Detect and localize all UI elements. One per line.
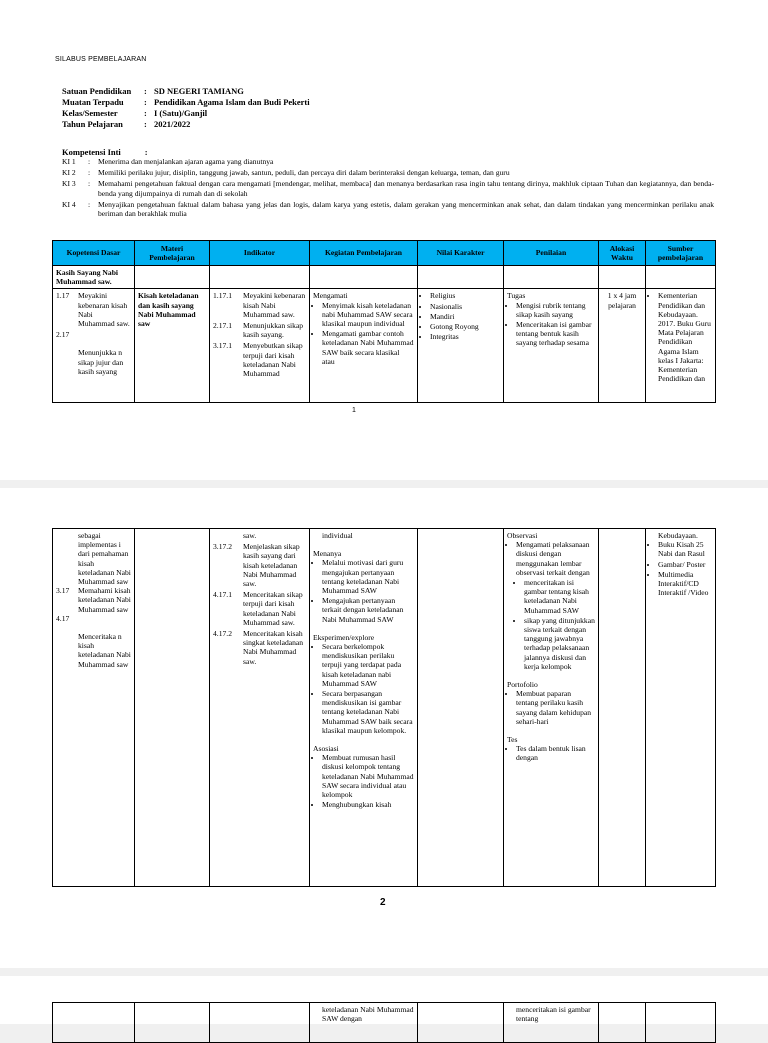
list-item: • Mengamati gambar contoh keteladanan Nabi Muhammad SAW baik secara klasikal atau bbox=[322, 329, 414, 366]
info-row: Kelas/Semester : I (Satu)/Ganjil bbox=[62, 108, 208, 118]
sumber-cell: Kebudayaan. • Buku Kisah 25 Nabi dan Rasul • Gambar/ Poster • Multimedia Interaktif/CD Interaktif /Video bbox=[646, 529, 716, 887]
list-item: • Melalui motivasi dari guru mengajukan pertanyaan tentang keteladanan Nabi Muhammad SAW bbox=[322, 558, 414, 595]
header-cell: Alokasi Waktu bbox=[599, 241, 646, 266]
info-row: Tahun Pelajaran : 2021/2022 bbox=[62, 119, 191, 129]
penilaian-cell: menceritakan isi gambar tentang bbox=[504, 1003, 599, 1043]
syllabus-table bbox=[52, 1002, 716, 1043]
kegiatan-cell: Mengamati • Menyimak kisah keteladanan nabi Muhammad SAW secara klasikal maupun individual • Mengamati gambar contoh keteladanan Nabi Muhammad SAW baik secara klasikal atau bbox=[310, 289, 418, 403]
info-block bbox=[62, 86, 310, 130]
list-item: • Religius bbox=[430, 291, 500, 300]
header-cell: Kegiatan Pembelajaran bbox=[310, 241, 418, 266]
list-item: • Nasionalis bbox=[430, 302, 500, 311]
materi-cell bbox=[135, 529, 210, 887]
kegiatan-cell: individual Menanya • Melalui motivasi dari guru mengajukan pertanyaan tentang keteladanan Nabi Muhammad SAW • Mengajukan pertanyaan terkait dengan keteladanan Nabi Muhammad SAW Eksperimen/explore • Secara berkelompok mendiskusikan perilaku terpuji yang terdapat pada kisah keteladanan nabi Muhammad SAW • Secara berpasangan mendiskusikan isi gambar tentang keteladanan Nabi Muhammad SAW baik secara klasikal maupun kelompok. Asosiasi • Membuat rumusan hasil diskusi kelompok tentang keteladanan Nabi Muhammad SAW secara individual atau kelompok • Menghubungkan kisah bbox=[310, 529, 418, 887]
list-item: • Membuat paparan tentang perilaku kasih sayang dalam kehidupan sehari-hari bbox=[516, 689, 595, 726]
nilai-cell bbox=[418, 289, 504, 403]
ki-row: KI 3 : Memahami pengetahuan faktual dengan cara mengamati [mendengar, melihat, membaca] dan menanya berdasarkan rasa ingin tahu tentang dirinya, makhluk ciptaan Tuhan dan kegiatannya, dan benda-benda yang dijumpainya di rumah dan di sekolah bbox=[62, 179, 714, 198]
topic-cell: Kasih Sayang Nabi Muhammad saw. bbox=[53, 266, 135, 289]
list-item: • Secara berkelompok mendiskusikan perilaku terpuji yang terdapat pada kisah keteladanan nabi Muhammad SAW bbox=[322, 642, 414, 688]
penilaian-cell: Observasi • Mengamati pelaksanaan diskusi dengan menggunakan lembar observasi terkait dengan • menceritakan isi gambar tentang kisah keteladanan Nabi Muhammad SAW • sikap yang ditunjukkan siswa terkait dengan tanggung jawabnya terhadap pelaksanaan jalannya diskusi dan kerja kelompok Portofolio • Membuat paparan tentang perilaku kasih sayang dalam kehidupan sehari-hari Tes • Tes dalam bentuk lisan dengan bbox=[504, 529, 599, 887]
materi-cell: Kisah keteladanan dan kasih sayang Nabi Muhammad saw bbox=[135, 289, 210, 403]
list-item: • Menyimak kisah keteladanan nabi Muhammad SAW secara klasikal maupun individual bbox=[322, 301, 414, 329]
alokasi-cell bbox=[599, 529, 646, 887]
header-cell: Penilaian bbox=[504, 241, 599, 266]
kegiatan-cell: keteladanan Nabi Muhammad SAW dengan bbox=[310, 1003, 418, 1043]
info-value: Pendidikan Agama Islam dan Budi Pekerti bbox=[154, 97, 310, 107]
header-cell: Materi Pembelajaran bbox=[135, 241, 210, 266]
kd-cell: sebagai implementas i dari pemahaman kisah keteladanan Nabi Muhammad saw 3.17 Memahami kisah keteladanan Nabi Muhammad saw 4.17 Menceritaka n kisah keteladanan Nabi Muhammad saw bbox=[53, 529, 135, 887]
alokasi-cell: 1 x 4 jam pelajaran bbox=[599, 289, 646, 403]
page-number: 2 bbox=[380, 897, 386, 908]
list-item: • Mandiri bbox=[430, 312, 500, 321]
document-header: SILABUS PEMBELAJARAN bbox=[55, 56, 147, 63]
info-label: Tahun Pelajaran bbox=[62, 119, 123, 129]
list-item: • Menghubungkan kisah bbox=[322, 800, 414, 809]
page-1 bbox=[0, 0, 768, 480]
list-item: • Integritas bbox=[430, 332, 500, 341]
list-item: • Buku Kisah 25 Nabi dan Rasul bbox=[658, 540, 712, 558]
info-label: Kelas/Semester bbox=[62, 108, 118, 118]
penilaian-cell: Tugas • Mengisi rubrik tentang sikap kasih sayang • Menceritakan isi gambar tentang bentuk kasih sayang terhadap sesama bbox=[504, 289, 599, 403]
kd-cell: 1.17 Meyakini kebenaran kisah Nabi Muhammad saw. 2.17 Menunjukka n sikap jujur dan kasih sayang bbox=[53, 289, 135, 403]
header-cell: Sumber pembelajaran bbox=[646, 241, 716, 266]
list-item: • Mengamati pelaksanaan diskusi dengan menggunakan lembar observasi terkait dengan bbox=[516, 540, 595, 577]
list-item: • Gotong Royong bbox=[430, 322, 500, 331]
list-item: • Multimedia Interaktif/CD Interaktif /Video bbox=[658, 570, 712, 598]
info-value: 2021/2022 bbox=[154, 119, 191, 129]
list-item: • sikap yang ditunjukkan siswa terkait dengan tanggung jawabnya terhadap pelaksanaan jalannya diskusi dan kerja kelompok bbox=[524, 616, 595, 671]
list-item: • Tes dalam bentuk lisan dengan bbox=[516, 744, 595, 762]
syllabus-table bbox=[52, 528, 716, 887]
header-cell: Nilai Karakter bbox=[418, 241, 504, 266]
table-header-row bbox=[53, 241, 716, 266]
list-item: • Mengisi rubrik tentang sikap kasih sayang bbox=[516, 301, 595, 319]
ki-row: KI 2 : Memiliki perilaku jujur, disiplin, tanggung jawab, santun, peduli, dan percaya diri dalam berinteraksi dengan keluarga, teman, dan guru bbox=[62, 168, 510, 178]
info-label: Satuan Pendidikan bbox=[62, 86, 132, 96]
page-3 bbox=[0, 976, 768, 1024]
page-number: 1 bbox=[352, 407, 356, 414]
sumber-cell bbox=[646, 289, 716, 403]
list-item: • Gambar/ Poster bbox=[658, 560, 712, 569]
info-row: Muatan Terpadu : Pendidikan Agama Islam dan Budi Pekerti bbox=[62, 97, 310, 107]
ki-list bbox=[62, 157, 714, 221]
header-cell: Indikator bbox=[210, 241, 310, 266]
info-label: Muatan Terpadu bbox=[62, 97, 124, 107]
page-2 bbox=[0, 488, 768, 968]
list-item: • Secara berpasangan mendiskusikan isi gambar tentang keteladanan Nabi Muhammad SAW baik secara klasikal maupun kelompok. bbox=[322, 689, 414, 735]
ki-title: Kompetensi Inti : bbox=[62, 147, 148, 157]
indikator-cell: saw. 3.17.2 Menjelaskan sikap kasih sayang dari kisah keteladanan Nabi Muhammad saw. 4.17.1 Menceritakan sikap terpuji dari kisah keteladanan Nabi Muhammad saw. 4.17.2 Menceritakan kisah singkat keteladanan Nabi Muhammad saw. bbox=[210, 529, 310, 887]
table-row bbox=[53, 289, 716, 403]
ki-row: KI 4 : Menyajikan pengetahuan faktual dalam bahasa yang jelas dan logis, dalam karya yang estetis, dalam gerakan yang mencerminkan anak sehat, dan dalam tindakan yang mencerminkan perilaku anak beriman dan berakhlak mulia bbox=[62, 199, 714, 219]
list-item: • Mengajukan pertanyaan terkait dengan keteladanan Nabi Muhammad SAW bbox=[322, 596, 414, 624]
topic-row bbox=[53, 266, 716, 289]
list-item: • Kementerian Pendidikan dan Kebudayaan. 2017. Buku Guru Mata Pelajaran Pendidikan Agama Islam kelas I Jakarta: Kementerian Pendidikan dan bbox=[658, 291, 712, 383]
nilai-cell bbox=[418, 529, 504, 887]
info-row: Satuan Pendidikan : SD NEGERI TAMIANG bbox=[62, 86, 244, 96]
ki-row: KI 1 : Menerima dan menjalankan ajaran agama yang dianutnya bbox=[62, 157, 274, 166]
table-row bbox=[53, 1003, 716, 1043]
table-row bbox=[53, 529, 716, 887]
list-item: • Membuat rumusan hasil diskusi kelompok tentang keteladanan Nabi Muhammad SAW secara individual atau kelompok bbox=[322, 753, 414, 799]
list-item: • Menceritakan isi gambar tentang bentuk kasih sayang terhadap sesama bbox=[516, 320, 595, 348]
info-value: SD NEGERI TAMIANG bbox=[154, 86, 244, 96]
list-item: • menceritakan isi gambar tentang kisah keteladanan Nabi Muhammad SAW bbox=[524, 578, 595, 615]
indikator-cell: 1.17.1 Meyakini kebenaran kisah Nabi Muhammad saw. 2.17.1 Menunjukkan sikap kasih sayang. 3.17.1 Menyebutkan sikap terpuji dari kisah keteladanan Nabi Muhammad bbox=[210, 289, 310, 403]
syllabus-table bbox=[52, 240, 716, 403]
info-value: I (Satu)/Ganjil bbox=[154, 108, 208, 118]
header-cell: Kopetensi Dasar bbox=[53, 241, 135, 266]
